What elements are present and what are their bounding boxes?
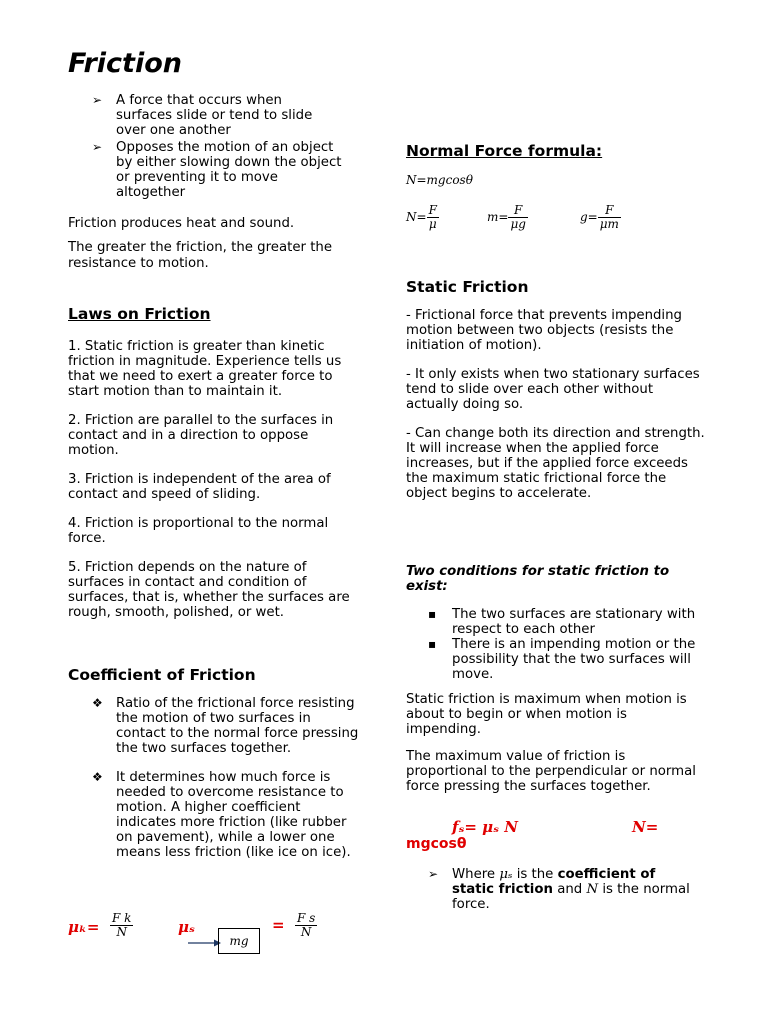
list-item: ➢ Opposes the motion of an object by either slowing down the object or preventing it to move altogether — [92, 140, 342, 200]
list-item: ❖ Ratio of the frictional force resisting the motion of two surfaces in contact to the normal force pressing the two surfaces together. — [92, 696, 359, 756]
eq-normal-value: mgcosθ — [406, 836, 467, 852]
law-item: 5. Friction depends on the nature of surfaces in contact and condition of surfaces, that is, whether the surfaces are rough, smooth, polished, or wet. — [68, 560, 350, 620]
conditions-list — [406, 607, 706, 682]
formula-m: m= $\frac{F}{\mu g}$ — [487, 203, 526, 231]
eq-mu-k-label: μₖ= — [68, 918, 100, 936]
paragraph-max-proportional: The maximum value of friction is proportional to the perpendicular or normal force pressing the surfaces together. — [406, 749, 696, 794]
mg-box: mg — [218, 928, 260, 954]
page-title: Friction — [68, 48, 182, 79]
coefficient-bullet-list — [68, 696, 360, 860]
laws-heading: Laws on Friction — [68, 305, 211, 323]
diamond-bullet-icon: ❖ — [92, 696, 103, 710]
law-item: 1. Static friction is greater than kinetic friction in magnitude. Experience tells us that we need to exert a greater force to start motion than to maintain it. — [68, 339, 342, 399]
arrow-icon — [188, 938, 222, 948]
arrow-bullet-icon: ➢ — [92, 140, 103, 154]
law-item: 3. Friction is independent of the area of contact and speed of sliding. — [68, 472, 331, 502]
law-item: 2. Friction are parallel to the surfaces in contact and in a direction to oppose motion. — [68, 413, 334, 458]
static-friction-paragraphs — [406, 308, 706, 501]
paragraph-heat-sound: Friction produces heat and sound. — [68, 216, 295, 231]
diamond-bullet-icon: ❖ — [92, 770, 103, 784]
static-paragraph: - Frictional force that prevents impending motion between two objects (resists the initiation of motion). — [406, 308, 682, 353]
formula-g: g= $\frac{F}{\mu m}$ — [580, 203, 619, 231]
normal-force-heading: Normal Force formula: — [406, 142, 603, 160]
eq-mu-s-label: μₛ — [178, 918, 195, 936]
eq-normal-label: N= — [632, 818, 659, 836]
normal-force-equation: N=mgcosθ — [406, 173, 473, 187]
list-item: ➢ A force that occurs when surfaces slide or tend to slide over one another — [92, 93, 313, 138]
where-note — [406, 867, 696, 912]
list-item: ➢ Where μₛ is the coefficient of static friction and N is the normal force. — [428, 867, 690, 912]
paragraph-resistance: The greater the friction, the greater the resistance to motion. — [68, 240, 333, 271]
arrow-bullet-icon: ➢ — [428, 867, 439, 881]
arrow-bullet-icon: ➢ — [92, 93, 103, 107]
coefficient-heading: Coefficient of Friction — [68, 666, 256, 684]
list-item: ▪ The two surfaces are stationary with respect to each other — [428, 607, 696, 637]
static-paragraph: - It only exists when two stationary surfaces tend to slide over each other without actually doing so. — [406, 367, 700, 412]
static-friction-heading: Static Friction — [406, 278, 529, 296]
square-bullet-icon: ▪ — [428, 607, 437, 621]
laws-list — [68, 339, 360, 620]
static-paragraph: - Can change both its direction and strength. It will increase when the applied force increases, but if the applied force exceeds the maximum static frictional force the object begins to accelerate. — [406, 426, 705, 501]
list-item: ▪ There is an impending motion or the possibility that the two surfaces will move. — [428, 637, 696, 682]
conditions-heading: Two conditions for static friction to exist: — [406, 564, 670, 594]
square-bullet-icon: ▪ — [428, 637, 437, 651]
eq-fs-fraction: $\frac{\text{F s}}{N}$ — [297, 911, 316, 939]
paragraph-static-max: Static friction is maximum when motion is about to begin or when motion is impending. — [406, 692, 687, 737]
eq-equals-sign: = — [272, 916, 285, 934]
list-item: ❖ It determines how much force is needed to overcome resistance to motion. A higher coefficient indicates more friction (like rubber on pavement), while a lower one means less friction (like ice on ice). — [92, 770, 351, 860]
eq-static-friction: fₛ= μₛ N — [452, 818, 518, 836]
intro-bullet-list — [68, 93, 358, 200]
formula-n: N= $\frac{F}{\mu}$ — [406, 203, 437, 231]
eq-mu-k-fraction: $\frac{\text{F k}}{N}$ — [112, 911, 132, 939]
law-item: 4. Friction is proportional to the normal force. — [68, 516, 329, 546]
